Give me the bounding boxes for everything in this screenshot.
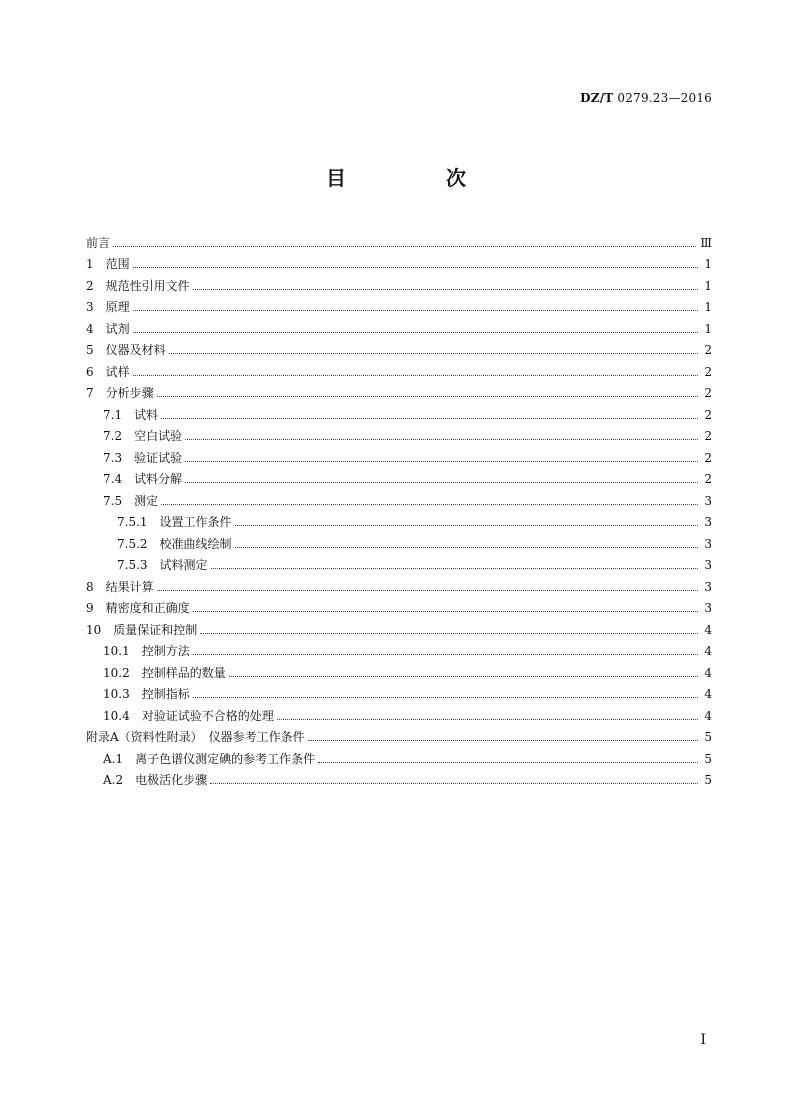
- toc-entry[interactable]: [86, 598, 712, 620]
- toc-entry-number: 7.2: [103, 429, 135, 444]
- toc-leader-dots: [185, 438, 698, 440]
- toc-entry-page: 1: [704, 321, 712, 336]
- toc-entry-page: 3: [704, 536, 712, 551]
- toc-entry-page: 1: [704, 300, 712, 315]
- toc-entry-number: A.1: [103, 751, 136, 766]
- toc-entry[interactable]: [86, 275, 712, 297]
- toc-leader-dots: [157, 395, 698, 397]
- toc-entry-page: 3: [704, 579, 712, 594]
- toc-entry-page: 2: [704, 407, 712, 422]
- toc-entry-page: 2: [704, 472, 712, 487]
- toc-entry-number: 7.1: [103, 407, 135, 422]
- toc-entry-number: 7.5.1: [117, 515, 160, 530]
- toc-entry-title: 前言: [86, 235, 111, 250]
- toc-entry-page: 5: [704, 773, 712, 788]
- toc-leader-dots: [133, 374, 698, 376]
- toc-entry-number: 7.5.2: [117, 536, 160, 551]
- toc-entry-page: 1: [704, 257, 712, 272]
- page-title: 目 次: [326, 166, 506, 190]
- toc-entry-page: 2: [704, 343, 712, 358]
- toc-entry-page: 4: [704, 644, 712, 659]
- standard-code: [580, 91, 712, 105]
- toc-entry-title: 试料测定: [159, 558, 208, 573]
- toc-entry-page: 4: [704, 665, 712, 680]
- toc-entry[interactable]: [86, 533, 712, 555]
- toc-entry-title: 结果计算: [105, 579, 154, 594]
- toc-entry[interactable]: [86, 748, 712, 770]
- toc-entry-number: 3: [86, 300, 106, 315]
- page-number: I: [700, 1032, 706, 1048]
- toc-entry[interactable]: [86, 662, 712, 684]
- toc-entry-title: 空白试验: [134, 429, 183, 444]
- toc-entry-page: 2: [704, 386, 712, 401]
- toc-leader-dots: [200, 632, 698, 634]
- toc-entry-page: 1: [704, 278, 712, 293]
- toc-entry-number: A.2: [103, 773, 136, 788]
- toc-entry[interactable]: [86, 641, 712, 663]
- toc-leader-dots: [193, 288, 698, 290]
- toc-leader-dots: [193, 696, 698, 698]
- toc-entry-page: 4: [704, 687, 712, 702]
- toc-entry[interactable]: [86, 684, 712, 706]
- toc-leader-dots: [185, 481, 698, 483]
- toc-entry-title: 测定: [134, 493, 159, 508]
- standard-code-number: 0279.23—2016: [613, 91, 712, 105]
- toc-entry-number: 7.5.3: [117, 558, 160, 573]
- toc-entry-title: 分析步骤: [105, 386, 154, 401]
- toc-entry-number: 10.2: [103, 665, 142, 680]
- toc-entry[interactable]: [86, 555, 712, 577]
- toc-entry[interactable]: [86, 297, 712, 319]
- toc-leader-dots: [193, 653, 698, 655]
- toc-entry-title: 质量保证和控制: [113, 622, 198, 637]
- toc-entry[interactable]: [86, 469, 712, 491]
- toc-entry[interactable]: [86, 619, 712, 641]
- toc-leader-dots: [133, 331, 698, 333]
- toc-entry-title: 规范性引用文件: [105, 278, 190, 293]
- toc-leader-dots: [210, 782, 698, 784]
- toc-leader-dots: [157, 589, 698, 591]
- toc-leader-dots: [161, 503, 698, 505]
- toc-entry-title: 设置工作条件: [159, 515, 232, 530]
- toc-entry-page: 3: [704, 601, 712, 616]
- toc-entry[interactable]: [86, 576, 712, 598]
- toc-entry-title: 校准曲线绘制: [159, 536, 232, 551]
- toc-entry-page: 3: [704, 515, 712, 530]
- toc-entry-page: 3: [704, 558, 712, 573]
- toc-leader-dots: [235, 524, 698, 526]
- toc-entry-number: 10.3: [103, 687, 142, 702]
- toc-entry-title: 对验证试验不合格的处理: [141, 708, 274, 723]
- toc-entry-title: 离子色谱仪测定碘的参考工作条件: [135, 751, 316, 766]
- toc-entry-number: 7: [86, 386, 106, 401]
- toc-leader-dots: [161, 417, 698, 419]
- toc-entry-title: 试剂: [105, 321, 130, 336]
- toc-entry[interactable]: [86, 404, 712, 426]
- toc-entry-title: （资料性附录） 仪器参考工作条件: [118, 730, 305, 745]
- toc-entry-page: 4: [704, 622, 712, 637]
- toc-leader-dots: [235, 546, 698, 548]
- toc-leader-dots: [133, 309, 698, 311]
- toc-entry[interactable]: [86, 447, 712, 469]
- toc-entry-page: 2: [704, 450, 712, 465]
- toc-entry-number: 10.4: [103, 708, 142, 723]
- toc-entry-number: 1: [86, 257, 106, 272]
- toc-leader-dots: [133, 266, 698, 268]
- toc-entry-page: 4: [704, 708, 712, 723]
- toc-entry-title: 范围: [105, 257, 130, 272]
- toc-entry-title: 精密度和正确度: [105, 601, 190, 616]
- toc-entry-page: 3: [704, 493, 712, 508]
- toc-entry-number: 9: [86, 601, 106, 616]
- toc-entry-number: 6: [86, 364, 106, 379]
- toc-entry-number: 附录A: [86, 730, 119, 745]
- toc-entry-number: 10.1: [103, 644, 142, 659]
- toc-leader-dots: [308, 739, 698, 741]
- toc-entry-number: 8: [86, 579, 106, 594]
- toc-entry-title: 验证试验: [134, 450, 183, 465]
- toc-entry-number: 2: [86, 278, 106, 293]
- toc-entry-title: 控制样品的数量: [141, 665, 226, 680]
- toc-entry-title: 控制指标: [141, 687, 190, 702]
- toc-entry-title: 控制方法: [141, 644, 190, 659]
- toc-entry[interactable]: [86, 705, 712, 727]
- toc-entry[interactable]: [86, 770, 712, 792]
- toc-entry-page: 5: [704, 751, 712, 766]
- toc-entry-title: 电极活化步骤: [135, 773, 208, 788]
- toc-entry-number: 4: [86, 321, 106, 336]
- toc-entry[interactable]: [86, 340, 712, 362]
- toc-entry-number: 7.5: [103, 493, 135, 508]
- toc-entry-page: 5: [704, 730, 712, 745]
- toc-entry-title: 仪器及材料: [105, 343, 166, 358]
- table-of-contents: [86, 232, 712, 791]
- toc-leader-dots: [113, 245, 696, 247]
- toc-entry-title: 试料: [134, 407, 159, 422]
- toc-entry-title: 原理: [105, 300, 130, 315]
- toc-entry[interactable]: [86, 383, 712, 405]
- toc-entry-number: 7.4: [103, 472, 135, 487]
- toc-entry-number: 7.3: [103, 450, 135, 465]
- toc-leader-dots: [193, 610, 698, 612]
- toc-entry-page: 2: [704, 364, 712, 379]
- toc-entry[interactable]: [86, 254, 712, 276]
- toc-leader-dots: [185, 460, 698, 462]
- toc-entry-title: 试料分解: [134, 472, 183, 487]
- toc-entry[interactable]: [86, 361, 712, 383]
- standard-code-prefix: DZ/T: [580, 91, 614, 105]
- toc-leader-dots: [277, 718, 698, 720]
- toc-leader-dots: [169, 352, 698, 354]
- toc-entry[interactable]: [86, 318, 712, 340]
- toc-leader-dots: [211, 567, 698, 569]
- toc-entry-page: 2: [704, 429, 712, 444]
- toc-leader-dots: [229, 675, 698, 677]
- toc-entry-number: 10: [86, 622, 114, 637]
- toc-entry-page: Ⅲ: [700, 235, 712, 250]
- toc-leader-dots: [318, 761, 698, 763]
- toc-entry-title: 试样: [105, 364, 130, 379]
- toc-entry[interactable]: [86, 232, 712, 254]
- toc-entry[interactable]: [86, 512, 712, 534]
- toc-entry[interactable]: [86, 426, 712, 448]
- toc-entry-number: 5: [86, 343, 106, 358]
- toc-entry[interactable]: [86, 727, 712, 749]
- toc-entry[interactable]: [86, 490, 712, 512]
